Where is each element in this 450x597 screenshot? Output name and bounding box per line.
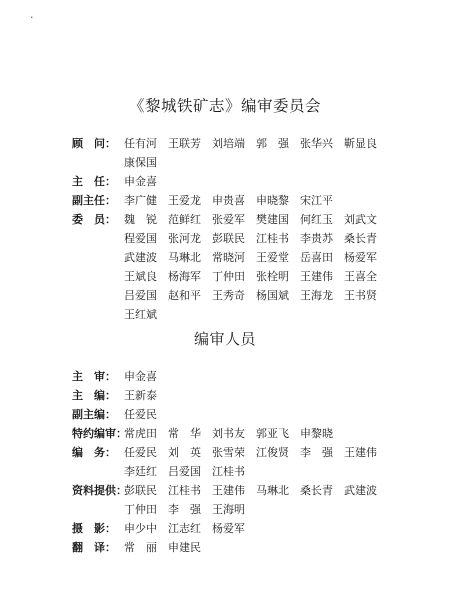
row-label: 主 审： [72, 370, 116, 383]
staff-row-chief-editor [72, 387, 157, 406]
committee-members-line-6: 王红斌 [124, 308, 157, 321]
row-label: 副主任： [72, 194, 116, 207]
row-value: 常虎田 常 华 刘书友 郭亚飞 申黎晓 [124, 427, 333, 440]
committee-row-advisors [72, 135, 377, 154]
row-label: 主 任： [72, 175, 116, 188]
row-label: 顾 问： [72, 137, 116, 150]
committee-row-advisors-cont: 康保国 [124, 156, 157, 169]
staff-editorial-affairs-cont: 李廷红 吕爱国 江桂书 [124, 465, 245, 478]
staff-row-translation [72, 539, 201, 558]
row-value: 任有河 王联芳 刘培端 郭 强 张华兴 靳显良 [124, 137, 377, 150]
row-label: 编 务： [72, 446, 116, 459]
committee-members-line-3: 武建波 马琳北 常晓河 王爱堂 岳喜田 杨爱军 [124, 251, 377, 264]
row-value: 魏 锐 范鲜红 张爱军 樊建国 何红玉 刘武文 [124, 213, 377, 226]
committee-row-deputy [72, 192, 333, 211]
row-label: 主 编： [72, 389, 116, 402]
row-label: 特约编审： [72, 427, 127, 440]
row-label: 资料提供： [72, 484, 127, 497]
staff-row-data-providers [72, 482, 377, 501]
staff-row-guest-editors [72, 425, 333, 444]
staff-title: 编审人员 [193, 330, 256, 348]
row-value: 任爱民 [124, 408, 157, 421]
row-value: 申金喜 [124, 370, 157, 383]
staff-row-photography [72, 520, 245, 539]
row-label: 摄 影： [72, 522, 116, 535]
row-value: 常 丽 申建民 [124, 541, 201, 554]
committee-members-line-2: 程爱国 张河龙 彭联民 江桂书 李贵苏 桑长青 [124, 232, 377, 245]
committee-members-line-4: 王斌良 杨海军 丁仲田 张栓明 王建伟 王喜全 [124, 270, 377, 283]
staff-data-providers-cont: 丁仲田 李 强 王海明 [124, 503, 245, 516]
staff-row-editorial-affairs [72, 444, 377, 463]
row-value: 彭联民 江桂书 王建伟 马琳北 桑长青 武建波 [124, 484, 377, 497]
row-value: 申少中 江志红 杨爱军 [124, 522, 245, 535]
row-label: 委 员： [72, 213, 116, 226]
committee-title: 《黎城铁矿志》编审委员会 [128, 97, 321, 115]
row-value: 李广健 王爱龙 申贵喜 申晓黎 宋江平 [124, 194, 333, 207]
row-value: 任爱民 刘 英 张雪荣 江俊贤 李 强 王建伟 [124, 446, 377, 459]
page-mark: · [30, 11, 34, 24]
row-label: 副主编： [72, 408, 116, 421]
committee-row-director [72, 173, 157, 192]
row-label: 翻 译： [72, 541, 116, 554]
staff-row-deputy-editor [72, 406, 157, 425]
row-value: 王新泰 [124, 389, 157, 402]
committee-row-members [72, 211, 377, 230]
committee-members-line-5: 吕爱国 赵和平 王秀奇 杨国斌 王海龙 王书贤 [124, 289, 377, 302]
staff-row-chief-reviewer [72, 368, 157, 387]
row-value: 申金喜 [124, 175, 157, 188]
